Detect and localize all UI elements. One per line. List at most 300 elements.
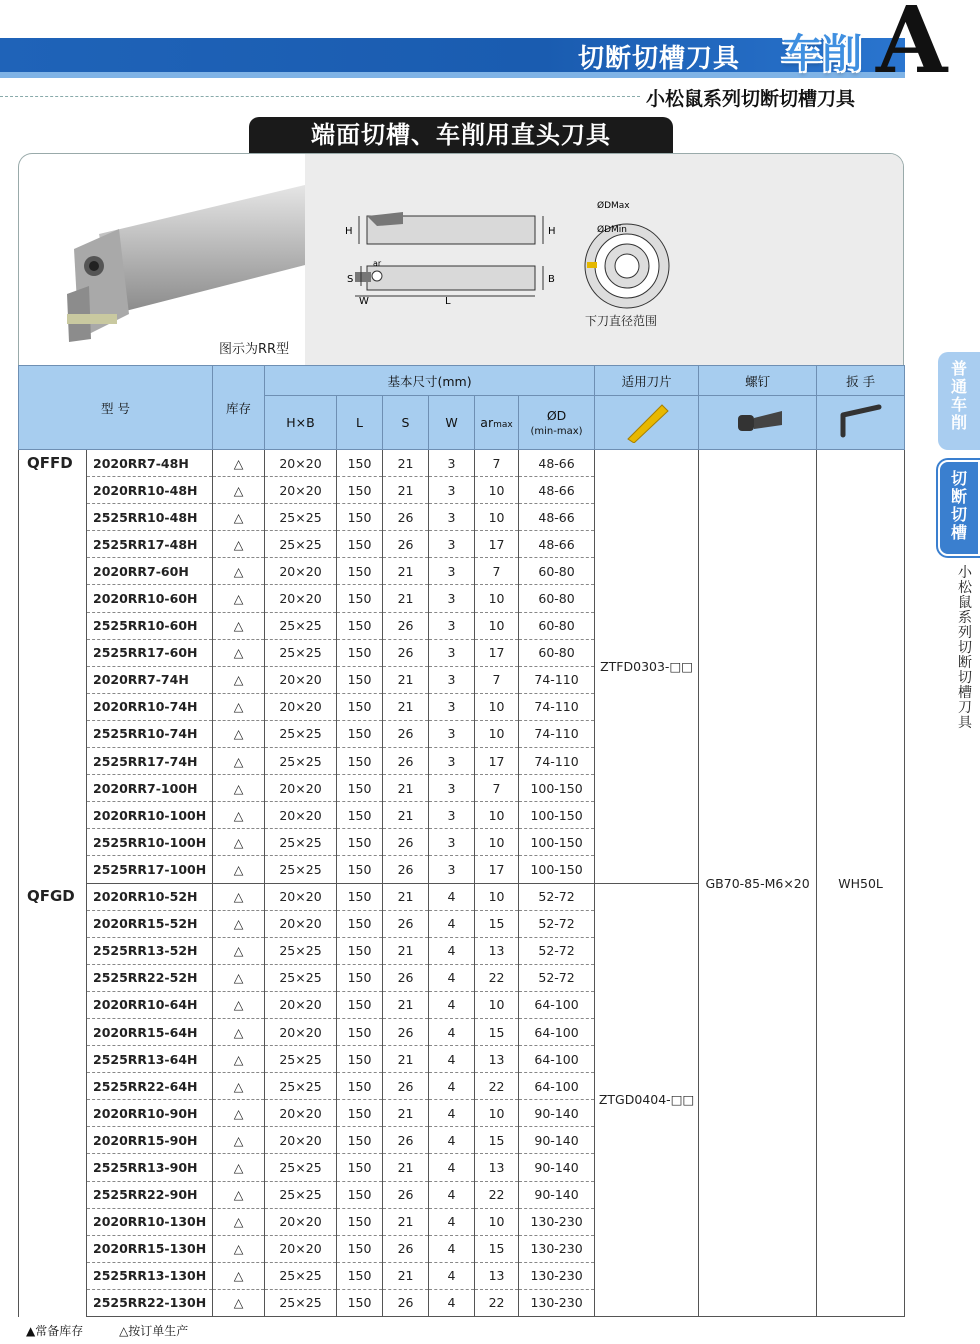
l-value: 150 (337, 964, 383, 991)
header-subtitle: 小松鼠系列切断切槽刀具 (646, 88, 856, 110)
hxb-value: 20×20 (265, 450, 337, 477)
w-value: 3 (429, 585, 475, 612)
side-tab-general-turning-label: 普通车削 (950, 359, 967, 432)
hxb-value: 20×20 (265, 1208, 337, 1235)
ar-value: 17 (475, 748, 519, 775)
model-code: 2020RR15-52H (87, 910, 213, 937)
ar-value: 10 (475, 883, 519, 910)
ar-value: 10 (475, 477, 519, 504)
model-code: 2525RR22-64H (87, 1073, 213, 1100)
hxb-value: 25×25 (265, 937, 337, 964)
model-code: 2020RR10-48H (87, 477, 213, 504)
hxb-value: 20×20 (265, 693, 337, 720)
ar-value: 7 (475, 558, 519, 585)
ar-value: 10 (475, 991, 519, 1018)
od-range: 100-150 (519, 856, 595, 883)
tool-holder-illustration (19, 164, 309, 364)
l-value: 150 (337, 450, 383, 477)
stock-mark: △ (213, 1262, 265, 1289)
w-value: 3 (429, 775, 475, 802)
ar-value: 15 (475, 1127, 519, 1154)
ar-value: 10 (475, 693, 519, 720)
l-value: 150 (337, 1127, 383, 1154)
header-basic-dims: 基本尺寸(mm) (265, 366, 595, 396)
model-code: 2020RR10-64H (87, 991, 213, 1018)
figure-caption: 图示为RR型 (219, 342, 290, 357)
hxb-value: 25×25 (265, 1181, 337, 1208)
header-dash-divider (0, 96, 640, 97)
l-value: 150 (337, 1208, 383, 1235)
w-value: 3 (429, 802, 475, 829)
w-value: 4 (429, 1018, 475, 1045)
w-value: 3 (429, 856, 475, 883)
w-value: 4 (429, 964, 475, 991)
od-range: 64-100 (519, 991, 595, 1018)
range-caption: 下刀直径范围 (585, 314, 658, 328)
section-title: 端面切槽、车削用直头刀具 (249, 117, 673, 154)
stock-mark: △ (213, 1154, 265, 1181)
stock-mark: △ (213, 748, 265, 775)
l-value: 150 (337, 991, 383, 1018)
w-value: 3 (429, 558, 475, 585)
side-tab-cutoff-grooving[interactable] (938, 460, 980, 556)
stock-mark: △ (213, 666, 265, 693)
model-code: 2020RR10-74H (87, 693, 213, 720)
hxb-value: 25×25 (265, 720, 337, 747)
s-value: 26 (383, 1235, 429, 1262)
od-range: 74-110 (519, 666, 595, 693)
w-value: 4 (429, 1073, 475, 1100)
model-code: 2525RR22-90H (87, 1181, 213, 1208)
legend-order: △按订单生产 (119, 1324, 189, 1338)
model-code: 2525RR13-90H (87, 1154, 213, 1181)
ar-value: 13 (475, 1154, 519, 1181)
hxb-value: 25×25 (265, 856, 337, 883)
od-range: 100-150 (519, 829, 595, 856)
stock-mark: △ (213, 1046, 265, 1073)
w-value: 3 (429, 639, 475, 666)
s-value: 21 (383, 450, 429, 477)
header-ar (475, 396, 519, 450)
stock-mark: △ (213, 1100, 265, 1127)
w-value: 3 (429, 504, 475, 531)
w-value: 4 (429, 1262, 475, 1289)
chapter-letter: A (876, 0, 948, 94)
hxb-value: 20×20 (265, 477, 337, 504)
ar-value: 7 (475, 450, 519, 477)
ar-value: 22 (475, 1289, 519, 1316)
s-value: 21 (383, 1154, 429, 1181)
l-value: 150 (337, 748, 383, 775)
model-code: 2525RR22-52H (87, 964, 213, 991)
dimension-drawing (325, 194, 585, 334)
model-code: 2020RR15-64H (87, 1018, 213, 1045)
hxb-value: 20×20 (265, 1100, 337, 1127)
s-value: 21 (383, 693, 429, 720)
s-value: 26 (383, 504, 429, 531)
w-value: 3 (429, 531, 475, 558)
stock-mark: △ (213, 1073, 265, 1100)
s-value: 26 (383, 720, 429, 747)
od-range: 60-80 (519, 585, 595, 612)
od-range: 90-140 (519, 1154, 595, 1181)
header-ar-sub: max (493, 420, 513, 430)
od-range: 52-72 (519, 883, 595, 910)
header-insert: 适用刀片 (595, 366, 699, 396)
model-code: 2525RR13-52H (87, 937, 213, 964)
series-name: QFGD (19, 883, 87, 1317)
w-value: 3 (429, 666, 475, 693)
s-value: 21 (383, 477, 429, 504)
stock-mark: △ (213, 612, 265, 639)
od-range: 60-80 (519, 558, 595, 585)
l-value: 150 (337, 1262, 383, 1289)
header-s: S (383, 396, 429, 450)
header-band (0, 38, 905, 72)
footer-legend (26, 1322, 220, 1339)
dim-label-w: W (359, 296, 369, 307)
l-value: 150 (337, 1289, 383, 1316)
od-range: 48-66 (519, 504, 595, 531)
od-range: 64-100 (519, 1073, 595, 1100)
hxb-value: 25×25 (265, 1046, 337, 1073)
header-model: 型 号 (19, 366, 213, 450)
dim-label-s: S (347, 274, 354, 285)
s-value: 26 (383, 1181, 429, 1208)
model-code: 2020RR10-100H (87, 802, 213, 829)
header-stripe (0, 72, 905, 78)
s-value: 26 (383, 964, 429, 991)
w-value: 4 (429, 991, 475, 1018)
l-value: 150 (337, 558, 383, 585)
od-range: 52-72 (519, 910, 595, 937)
hxb-value: 20×20 (265, 775, 337, 802)
s-value: 21 (383, 666, 429, 693)
stock-mark: △ (213, 937, 265, 964)
stock-mark: △ (213, 639, 265, 666)
w-value: 4 (429, 1127, 475, 1154)
stock-mark: △ (213, 1208, 265, 1235)
l-value: 150 (337, 802, 383, 829)
model-code: 2020RR15-130H (87, 1235, 213, 1262)
header-screw: 螺钉 (699, 366, 817, 396)
l-value: 150 (337, 504, 383, 531)
od-range: 52-72 (519, 937, 595, 964)
header-hxb: H×B (265, 396, 337, 450)
w-value: 4 (429, 1046, 475, 1073)
hxb-value: 20×20 (265, 666, 337, 693)
hxb-value: 20×20 (265, 1018, 337, 1045)
od-range: 48-66 (519, 450, 595, 477)
hxb-value: 25×25 (265, 639, 337, 666)
ar-value: 13 (475, 1262, 519, 1289)
od-range: 64-100 (519, 1046, 595, 1073)
ar-value: 10 (475, 829, 519, 856)
od-range: 90-140 (519, 1100, 595, 1127)
model-code: 2525RR10-74H (87, 720, 213, 747)
od-range: 48-66 (519, 477, 595, 504)
stock-mark: △ (213, 531, 265, 558)
stock-mark: △ (213, 856, 265, 883)
od-range: 74-110 (519, 748, 595, 775)
dim-label-b: B (548, 274, 555, 285)
l-value: 150 (337, 1154, 383, 1181)
model-code: 2525RR17-100H (87, 856, 213, 883)
od-range: 130-230 (519, 1235, 595, 1262)
l-value: 150 (337, 666, 383, 693)
od-range: 130-230 (519, 1289, 595, 1316)
wrench-code: WH50L (817, 450, 905, 1317)
ar-value: 15 (475, 1018, 519, 1045)
model-code: 2525RR10-48H (87, 504, 213, 531)
od-range: 74-110 (519, 720, 595, 747)
s-value: 26 (383, 748, 429, 775)
model-code: 2525RR17-74H (87, 748, 213, 775)
od-range: 130-230 (519, 1208, 595, 1235)
model-code: 2020RR7-100H (87, 775, 213, 802)
hxb-value: 20×20 (265, 802, 337, 829)
ar-value: 10 (475, 1100, 519, 1127)
screw-icon (699, 396, 817, 450)
s-value: 26 (383, 531, 429, 558)
w-value: 4 (429, 1235, 475, 1262)
od-range: 100-150 (519, 802, 595, 829)
w-value: 4 (429, 1208, 475, 1235)
s-value: 21 (383, 1262, 429, 1289)
w-value: 3 (429, 477, 475, 504)
header-ar-label: ar (480, 415, 494, 430)
ar-value: 15 (475, 910, 519, 937)
w-value: 3 (429, 720, 475, 747)
stock-mark: △ (213, 693, 265, 720)
od-range: 74-110 (519, 693, 595, 720)
l-value: 150 (337, 585, 383, 612)
w-value: 4 (429, 1289, 475, 1316)
s-value: 21 (383, 1046, 429, 1073)
ar-value: 22 (475, 1073, 519, 1100)
l-value: 150 (337, 531, 383, 558)
od-range: 90-140 (519, 1127, 595, 1154)
model-code: 2020RR10-130H (87, 1208, 213, 1235)
stock-mark: △ (213, 910, 265, 937)
hxb-value: 20×20 (265, 558, 337, 585)
w-value: 4 (429, 937, 475, 964)
s-value: 21 (383, 991, 429, 1018)
hxb-value: 25×25 (265, 1154, 337, 1181)
od-range: 90-140 (519, 1181, 595, 1208)
s-value: 21 (383, 585, 429, 612)
stock-mark: △ (213, 883, 265, 910)
stock-mark: △ (213, 829, 265, 856)
stock-mark: △ (213, 1235, 265, 1262)
od-range: 60-80 (519, 612, 595, 639)
header-wrench: 扳 手 (817, 366, 905, 396)
series-name: QFFD (19, 450, 87, 884)
hxb-value: 20×20 (265, 1127, 337, 1154)
s-value: 21 (383, 558, 429, 585)
l-value: 150 (337, 1073, 383, 1100)
s-value: 26 (383, 856, 429, 883)
table-body (19, 450, 905, 1317)
header-od-label: ØD (546, 408, 567, 423)
header-l: L (337, 396, 383, 450)
s-value: 21 (383, 1100, 429, 1127)
dim-label-h-left: H (345, 226, 353, 237)
ar-value: 22 (475, 1181, 519, 1208)
od-range: 130-230 (519, 1262, 595, 1289)
ar-value: 22 (475, 964, 519, 991)
screw-code: GB70-85-M6×20 (699, 450, 817, 1317)
s-value: 21 (383, 775, 429, 802)
s-value: 21 (383, 802, 429, 829)
stock-mark: △ (213, 720, 265, 747)
s-value: 26 (383, 910, 429, 937)
l-value: 150 (337, 1181, 383, 1208)
l-value: 150 (337, 612, 383, 639)
hxb-value: 25×25 (265, 504, 337, 531)
ar-value: 10 (475, 720, 519, 747)
model-code: 2020RR10-60H (87, 585, 213, 612)
hxb-value: 25×25 (265, 1073, 337, 1100)
legend-stock: ▲常备库存 (26, 1324, 84, 1338)
l-value: 150 (337, 1046, 383, 1073)
table-row (19, 450, 905, 477)
s-value: 21 (383, 937, 429, 964)
stock-mark: △ (213, 558, 265, 585)
w-value: 4 (429, 1100, 475, 1127)
stock-mark: △ (213, 504, 265, 531)
s-value: 21 (383, 1208, 429, 1235)
stock-mark: △ (213, 477, 265, 504)
insert-icon (595, 396, 699, 450)
w-value: 3 (429, 450, 475, 477)
model-code: 2020RR7-60H (87, 558, 213, 585)
s-value: 21 (383, 883, 429, 910)
ar-value: 10 (475, 802, 519, 829)
hxb-value: 25×25 (265, 612, 337, 639)
dim-label-ar: ar (373, 259, 382, 268)
hxb-value: 25×25 (265, 829, 337, 856)
ar-value: 10 (475, 1208, 519, 1235)
model-code: 2020RR7-74H (87, 666, 213, 693)
header-stock: 库存 (213, 366, 265, 450)
s-value: 26 (383, 612, 429, 639)
l-value: 150 (337, 720, 383, 747)
s-value: 26 (383, 1018, 429, 1045)
l-value: 150 (337, 856, 383, 883)
stock-mark: △ (213, 991, 265, 1018)
l-value: 150 (337, 639, 383, 666)
model-code: 2020RR15-90H (87, 1127, 213, 1154)
s-value: 26 (383, 639, 429, 666)
s-value: 26 (383, 1289, 429, 1316)
s-value: 26 (383, 1073, 429, 1100)
l-value: 150 (337, 883, 383, 910)
l-value: 150 (337, 1100, 383, 1127)
l-value: 150 (337, 693, 383, 720)
w-value: 3 (429, 693, 475, 720)
figure-panel (18, 153, 904, 365)
hxb-value: 20×20 (265, 991, 337, 1018)
s-value: 26 (383, 1127, 429, 1154)
dim-label-od-min: ØDMin (597, 225, 627, 235)
stock-mark: △ (213, 1018, 265, 1045)
dim-label-l: L (445, 296, 451, 307)
product-table (18, 365, 905, 1317)
w-value: 4 (429, 1154, 475, 1181)
od-range: 48-66 (519, 531, 595, 558)
ar-value: 17 (475, 531, 519, 558)
dim-label-h-right: H (548, 226, 556, 237)
od-range: 64-100 (519, 1018, 595, 1045)
od-range: 52-72 (519, 964, 595, 991)
header-category: 车削 (782, 31, 862, 77)
stock-mark: △ (213, 964, 265, 991)
l-value: 150 (337, 937, 383, 964)
hxb-value: 25×25 (265, 1262, 337, 1289)
ar-value: 10 (475, 585, 519, 612)
side-tab-general-turning[interactable] (938, 352, 980, 450)
l-value: 150 (337, 829, 383, 856)
header-od (519, 396, 595, 450)
l-value: 150 (337, 775, 383, 802)
w-value: 3 (429, 612, 475, 639)
dim-label-od-max: ØDMax (597, 201, 630, 211)
model-code: 2525RR13-130H (87, 1262, 213, 1289)
w-value: 3 (429, 748, 475, 775)
l-value: 150 (337, 1018, 383, 1045)
stock-mark: △ (213, 775, 265, 802)
model-code: 2525RR17-48H (87, 531, 213, 558)
stock-mark: △ (213, 1289, 265, 1316)
od-range: 100-150 (519, 775, 595, 802)
l-value: 150 (337, 910, 383, 937)
model-code: 2525RR22-130H (87, 1289, 213, 1316)
header-title: 切断切槽刀具 (578, 44, 741, 74)
insert-code: ZTFD0303-□□ (595, 450, 699, 884)
model-code: 2525RR10-60H (87, 612, 213, 639)
wrench-icon (817, 396, 905, 450)
l-value: 150 (337, 1235, 383, 1262)
ar-value: 13 (475, 937, 519, 964)
ar-value: 17 (475, 856, 519, 883)
ar-value: 17 (475, 639, 519, 666)
side-series-label: 小松鼠系列切断切槽刀具 (958, 565, 972, 731)
header-od-sub: (min-max) (530, 426, 583, 437)
od-range: 60-80 (519, 639, 595, 666)
stock-mark: △ (213, 1181, 265, 1208)
stock-mark: △ (213, 450, 265, 477)
insert-code: ZTGD0404-□□ (595, 883, 699, 1317)
w-value: 4 (429, 883, 475, 910)
model-code: 2525RR17-60H (87, 639, 213, 666)
model-code: 2020RR10-52H (87, 883, 213, 910)
stock-mark: △ (213, 802, 265, 829)
hxb-value: 25×25 (265, 1289, 337, 1316)
ar-value: 10 (475, 612, 519, 639)
side-tab-cutoff-grooving-label: 切断切槽 (950, 469, 967, 542)
ar-value: 10 (475, 504, 519, 531)
l-value: 150 (337, 477, 383, 504)
stock-mark: △ (213, 585, 265, 612)
header-w: W (429, 396, 475, 450)
hxb-value: 20×20 (265, 1235, 337, 1262)
model-code: 2525RR10-100H (87, 829, 213, 856)
hxb-value: 25×25 (265, 531, 337, 558)
w-value: 4 (429, 910, 475, 937)
figure-diagram-area (305, 154, 904, 365)
ar-value: 7 (475, 775, 519, 802)
